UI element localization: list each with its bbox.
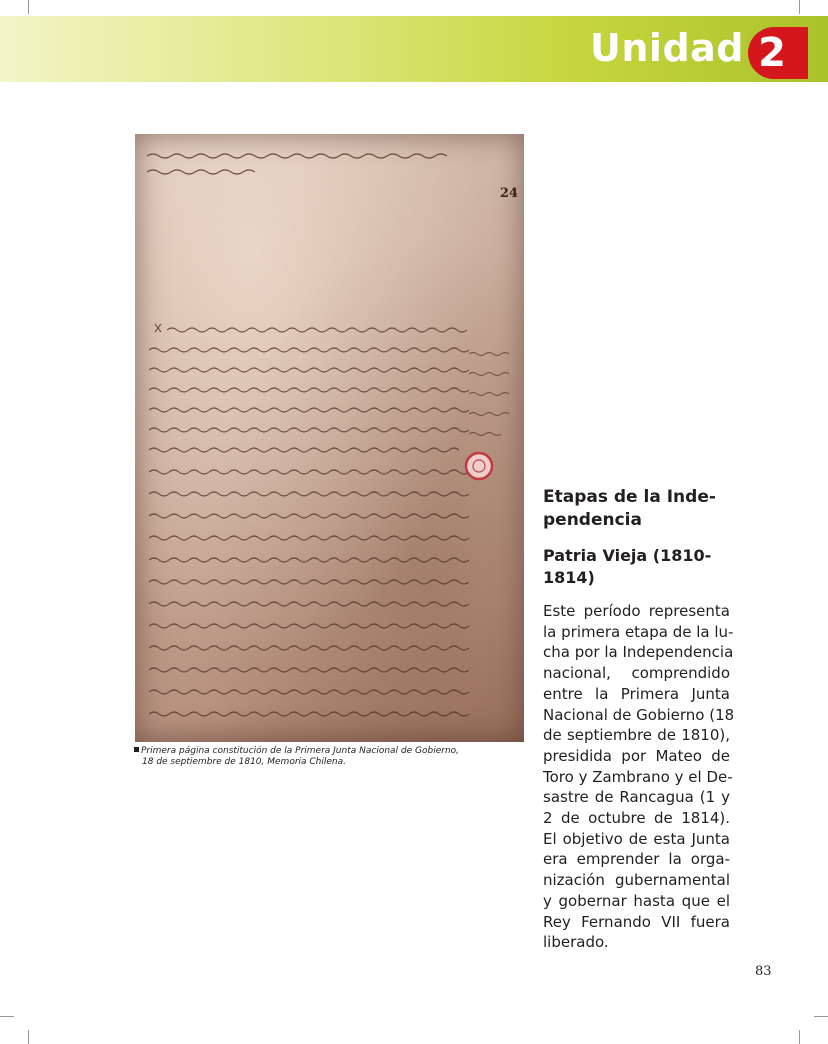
caption-line-2: 18 de septiembre de 1810, Memoria Chilena. <box>142 757 347 767</box>
body-line: Rey Fernando VII fuera <box>543 912 730 931</box>
section-subheading-line: Patria Vieja (1810- <box>543 546 712 565</box>
body-line: y gobernar hasta que el <box>543 891 730 910</box>
body-line: Toro y Zambrano y el De- <box>543 767 733 786</box>
crop-mark <box>799 0 800 14</box>
body-line: presidida por Mateo de <box>543 746 730 765</box>
section-subheading-line: 1814) <box>543 568 595 587</box>
body-line: de septiembre de 1810), <box>543 726 730 745</box>
unit-number-badge <box>748 27 808 79</box>
caption-line-1: Primera página constitución de la Primera Junta Nacional de Gobierno, <box>141 746 460 756</box>
body-line: sastre de Rancagua (1 y <box>543 788 730 807</box>
folio-number: 24 <box>499 186 518 201</box>
crop-mark <box>28 1030 29 1044</box>
crop-mark <box>0 1016 14 1017</box>
figure-caption <box>134 746 474 768</box>
body-line: El objetivo de esta Junta <box>543 829 730 848</box>
section-heading-line: pendencia <box>543 510 642 530</box>
body-line: Este período representa <box>543 602 730 620</box>
manuscript-image <box>135 134 524 742</box>
crop-mark <box>799 1030 800 1044</box>
crop-mark <box>28 0 29 14</box>
section-subheading <box>543 545 733 589</box>
body-line: Nacional de Gobierno (18 <box>543 705 735 724</box>
section-heading-line: Etapas de la Inde- <box>543 487 716 507</box>
body-line: entre la Primera Junta <box>543 684 730 703</box>
caption-bullet-icon <box>134 747 139 752</box>
body-paragraph <box>543 601 735 953</box>
unit-title: Unidad <box>590 26 744 70</box>
body-line: nización gubernamental <box>543 871 730 890</box>
body-line: cha por la Independencia <box>543 643 734 662</box>
body-line: la primera etapa de la lu- <box>543 622 734 641</box>
section-heading <box>543 486 733 532</box>
page-number: 83 <box>755 964 772 979</box>
handwriting-illustration <box>135 134 524 742</box>
body-line: liberado. <box>543 933 609 952</box>
body-line: nacional, comprendido <box>543 664 730 683</box>
crop-mark <box>814 1016 828 1017</box>
unit-number: 2 <box>758 30 786 76</box>
body-line: 2 de octubre de 1814). <box>543 809 730 828</box>
body-line: era emprender la orga- <box>543 850 730 869</box>
